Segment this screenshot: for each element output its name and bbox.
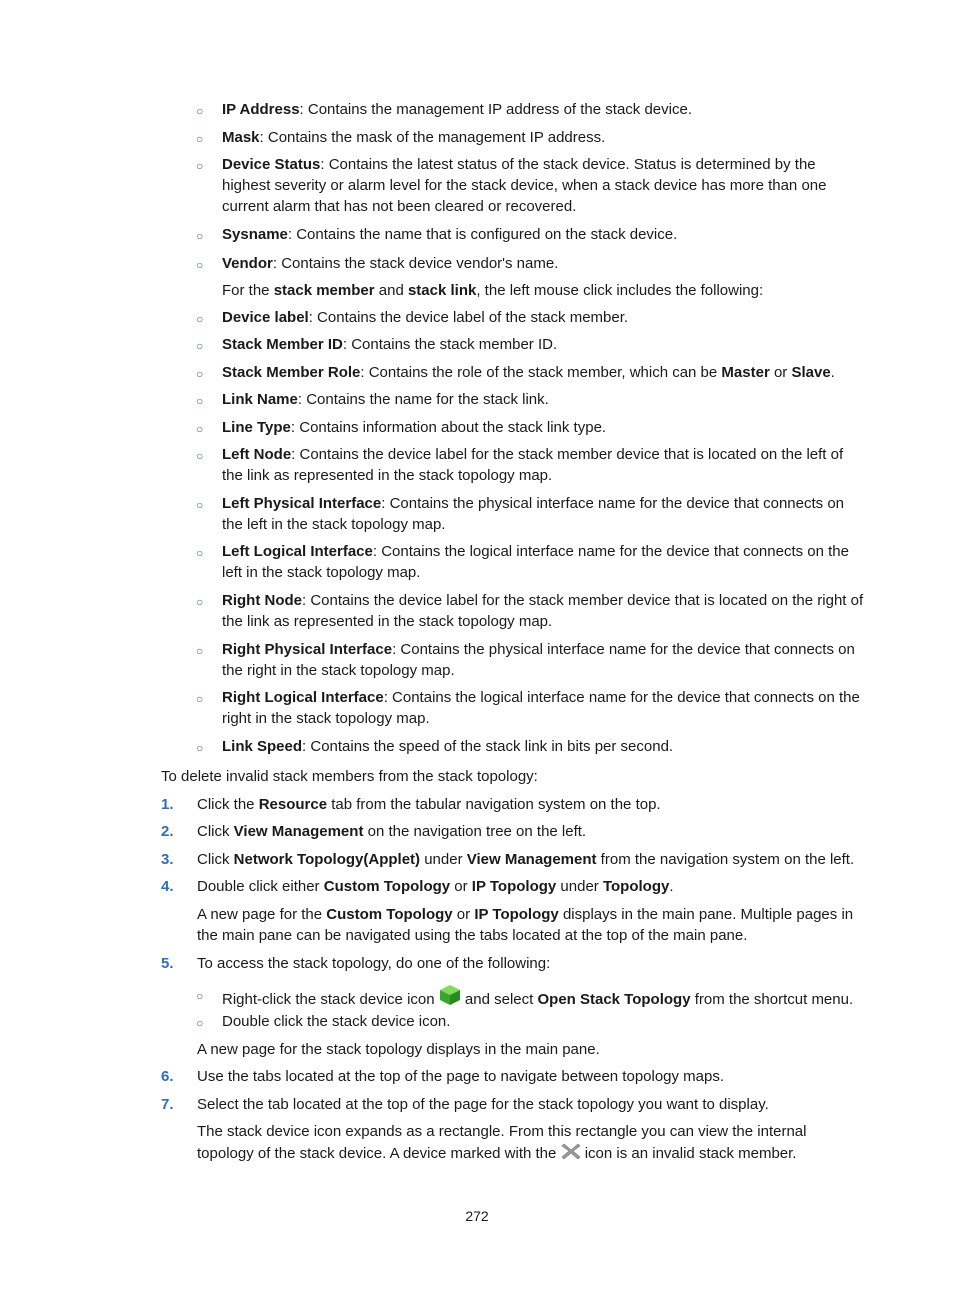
- description: : Contains the name for the stack link.: [297, 391, 549, 408]
- description: : Contains the mask of the management IP address.: [259, 129, 606, 146]
- list-item: [222, 389, 864, 410]
- list-item: [222, 639, 864, 681]
- term: Link Name: [222, 391, 298, 408]
- step-7-note: The stack device icon expands as a rectangle. From this rectangle you can view the internal topology of the stack device. A device marked with the icon is an invalid stack member.: [197, 1121, 864, 1166]
- step-6: Use the tabs located at the top of the page to navigate between topology maps.: [197, 1068, 725, 1085]
- term: Left Physical Interface: [222, 495, 382, 512]
- term: Left Logical Interface: [222, 543, 373, 560]
- list-item: [222, 444, 864, 486]
- list-item: [222, 590, 864, 632]
- bullet: ○: [196, 449, 204, 463]
- bullet: ○: [196, 258, 204, 272]
- bullet: ○: [196, 229, 204, 243]
- bullet: ○: [196, 339, 204, 353]
- term: Left Node: [222, 446, 292, 463]
- list-item: [222, 99, 864, 120]
- description: : Contains the logical interface name for the device that connects on the left in the stack topology map.: [222, 543, 849, 581]
- description: : Contains the device label for the stack member device that is located on the left of the link as represented in the stack topology map.: [222, 446, 844, 484]
- list-item: [222, 307, 864, 328]
- description: : Contains the physical interface name for the device that connects on the right in the stack topology map.: [222, 641, 855, 679]
- list-item: [222, 334, 864, 355]
- term: Sysname: [222, 226, 288, 243]
- term: Right Node: [222, 592, 302, 609]
- term: Device label: [222, 309, 309, 326]
- description: : Contains the speed of the stack link in bits per second.: [302, 738, 674, 755]
- step-number: 5.: [161, 955, 174, 972]
- term: IP Address: [222, 101, 300, 118]
- description: : Contains the device label for the stack member device that is located on the right of the link as represented in the stack topology map.: [222, 592, 864, 630]
- description: : Contains information about the stack link type.: [290, 419, 607, 436]
- term: Vendor: [222, 255, 273, 272]
- term: Right Physical Interface: [222, 641, 393, 658]
- step-4: Double click either Custom Topology or IP Topology under Topology.: [197, 878, 674, 895]
- list-item: [222, 687, 864, 729]
- list-item: [222, 736, 864, 757]
- bullet: ○: [196, 595, 204, 609]
- bullet: ○: [196, 546, 204, 560]
- bullet: ○: [196, 498, 204, 512]
- step-5-option-b: Double click the stack device icon.: [222, 1013, 451, 1030]
- bullet: ○: [196, 367, 204, 381]
- step-5-note: A new page for the stack topology displays in the main pane.: [197, 1041, 600, 1058]
- list-item: [222, 541, 864, 583]
- description: : Contains the role of the stack member, which can be: [360, 364, 722, 381]
- term: Link Speed: [222, 738, 303, 755]
- bullet: ○: [196, 989, 204, 1003]
- description: : Contains the device label of the stack member.: [308, 309, 629, 326]
- bullet: ○: [196, 394, 204, 408]
- description: : Contains the physical interface name for the device that connects on the left in the stack topology map.: [222, 495, 845, 533]
- step-1: Click the Resource tab from the tabular navigation system on the top.: [197, 796, 661, 813]
- page-number: 272: [465, 1208, 489, 1224]
- step-5-option-a: Right-click the stack device icon and select Open Stack Topology from the shortcut menu.: [222, 984, 864, 1012]
- bullet: ○: [196, 741, 204, 755]
- bullet: ○: [196, 422, 204, 436]
- term: Stack Member Role: [222, 364, 361, 381]
- description: : Contains the logical interface name for the device that connects on the right in the stack topology map.: [222, 689, 860, 727]
- bullet: ○: [196, 132, 204, 146]
- period: .: [830, 364, 835, 381]
- list-item: [222, 417, 864, 438]
- term: Stack Member ID: [222, 336, 343, 353]
- step-number: 3.: [161, 851, 174, 868]
- term: Line Type: [222, 419, 291, 436]
- term-slave: Slave: [791, 364, 831, 381]
- bullet: ○: [196, 692, 204, 706]
- bullet: ○: [196, 159, 204, 173]
- list-item: [222, 127, 864, 148]
- step-number: 7.: [161, 1096, 174, 1113]
- step-2: Click View Management on the navigation tree on the left.: [197, 823, 587, 840]
- step-7: Select the tab located at the top of the page for the stack topology you want to display.: [197, 1096, 769, 1113]
- description: : Contains the stack device vendor's name.: [272, 255, 559, 272]
- delete-intro: To delete invalid stack members from the stack topology:: [161, 768, 538, 785]
- stack-device-icon: [439, 984, 461, 1012]
- description: : Contains the latest status of the stack device. Status is determined by the highest severity or alarm level for the stack device, when a stack device has more than one current alarm that has not been cleared or recovered.: [222, 156, 827, 215]
- list-item: [222, 493, 864, 535]
- step-3: Click Network Topology(Applet) under View Management from the navigation system on the left.: [197, 851, 855, 868]
- bullet: ○: [196, 1016, 204, 1030]
- term: Mask: [222, 129, 260, 146]
- term: Right Logical Interface: [222, 689, 384, 706]
- bullet: ○: [196, 104, 204, 118]
- invalid-member-icon: [561, 1142, 581, 1166]
- step-number: 4.: [161, 878, 174, 895]
- step-number: 2.: [161, 823, 174, 840]
- member-intro: For the stack member and stack link, the left mouse click includes the following:: [222, 282, 764, 299]
- bullet: ○: [196, 644, 204, 658]
- step-number: 1.: [161, 796, 174, 813]
- description: : Contains the management IP address of the stack device.: [299, 101, 692, 118]
- list-item: [222, 154, 864, 217]
- list-item: [222, 362, 864, 383]
- step-5: To access the stack topology, do one of the following:: [197, 955, 551, 972]
- bullet: ○: [196, 312, 204, 326]
- description: : Contains the stack member ID.: [342, 336, 558, 353]
- step-4-note: A new page for the Custom Topology or IP Topology displays in the main pane. Multiple pages in the main pane can be navigated using the tabs located at the top of the main pane.: [197, 906, 854, 944]
- connector: or: [769, 364, 792, 381]
- step-number: 6.: [161, 1068, 174, 1085]
- list-item: [222, 253, 864, 274]
- term-master: Master: [721, 364, 770, 381]
- list-item: [222, 224, 864, 245]
- description: : Contains the name that is configured on the stack device.: [287, 226, 678, 243]
- term: Device Status: [222, 156, 321, 173]
